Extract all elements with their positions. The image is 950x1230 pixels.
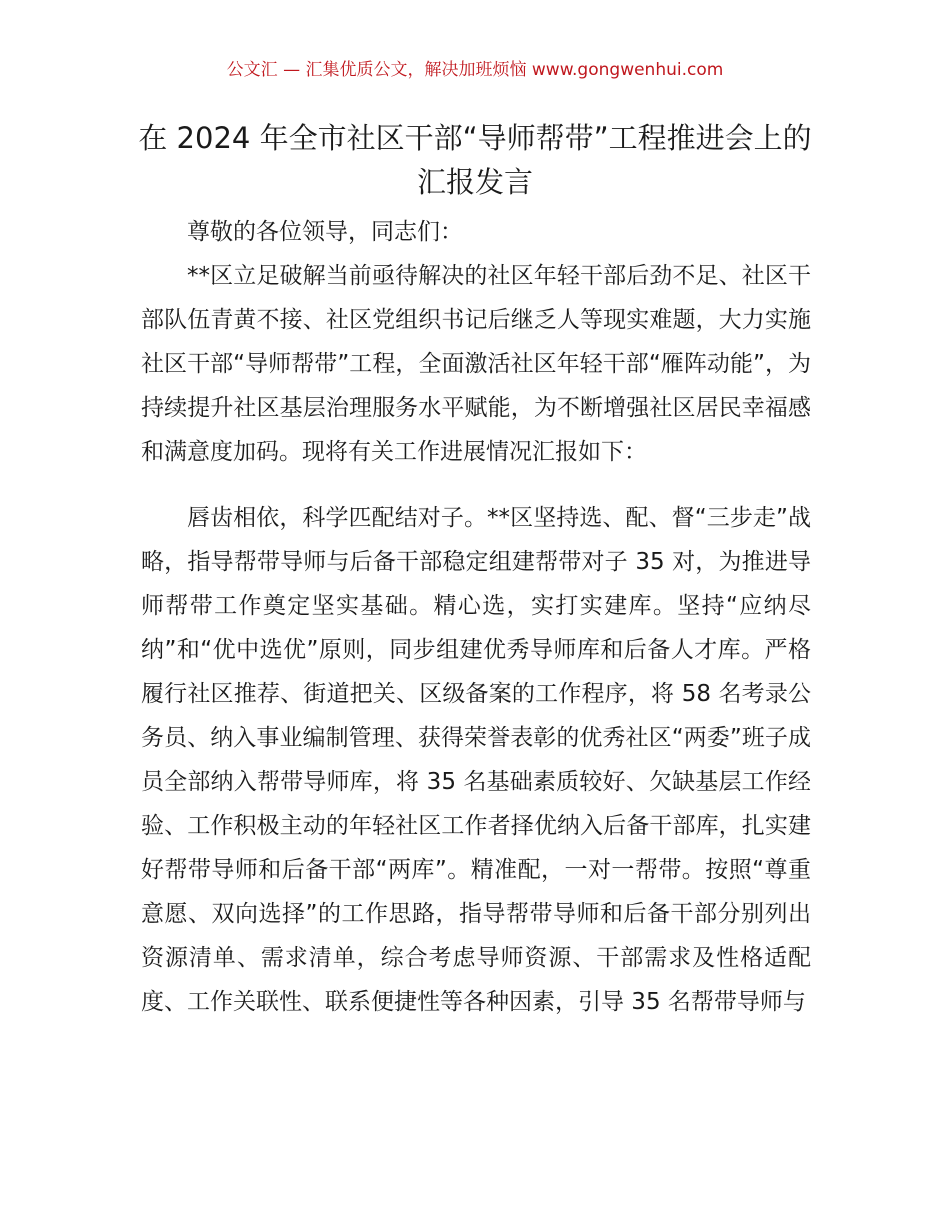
document-title: 在 2024 年全市社区干部“导师帮带”工程推进会上的汇报发言 [138, 121, 812, 199]
document-body [141, 210, 811, 1024]
site-banner: 公文汇 — 汇集优质公文，解决加班烦恼 www.gongwenhui.com [226, 60, 724, 80]
salutation: 尊敬的各位领导，同志们： [187, 219, 463, 245]
paragraph-matching: 唇齿相依，科学匹配结对子。**区坚持选、配、督“三步走”战略，指导帮带导师与后备干部稳定组建帮带对子 35 对，为推进导师帮带工作奠定坚实基础。精心选，实打实建库。坚持“应纳尽纳”和“优中选优”原则，同步组建优秀导师库和后备人才库。严格履行社区推荐、街道把关、区级备案的工作程序，将 58 名考录公务员、纳入事业编制管理、获得荣誉表彰的优秀社区“两委”班子成员全部纳入帮带导师库，将 35 名基础素质较好、欠缺基层工作经验、工作积极主动的年轻社区工作者择优纳入后备干部库，扎实建好帮带导师和后备干部“两库”。精准配，一对一帮带。按照“尊重意愿、双向选择”的工作思路，指导帮带导师和后备干部分别列出资源清单、需求清单，综合考虑导师资源、干部需求及性格适配度、工作关联性、联系便捷性等各种因素，引导 35 名帮带导师与 [141, 505, 811, 1015]
paragraph-intro: **区立足破解当前亟待解决的社区年轻干部后劲不足、社区干部队伍青黄不接、社区党组织书记后继乏人等现实难题，大力实施社区干部“导师帮带”工程，全面激活社区年轻干部“雁阵动能”，为持续提升社区基层治理服务水平赋能，为不断增强社区居民幸福感和满意度加码。现将有关工作进展情况汇报如下： [141, 263, 811, 465]
